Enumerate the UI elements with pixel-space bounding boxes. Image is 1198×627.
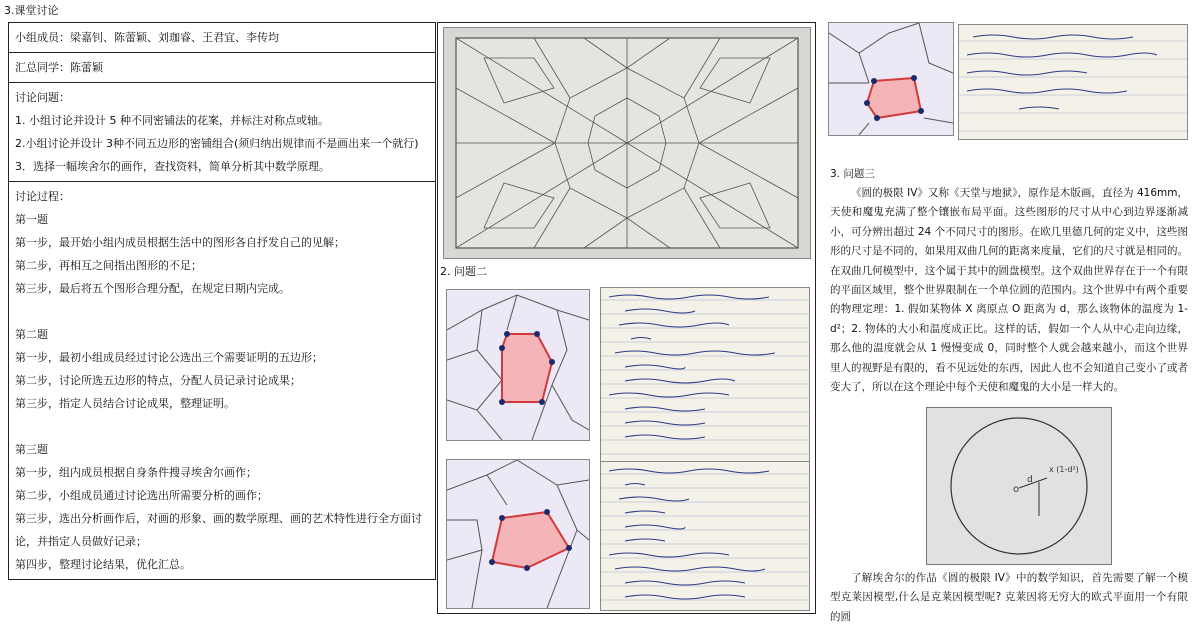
handwritten-proof-1	[600, 287, 810, 469]
process-cell	[9, 182, 435, 579]
question-1: 1. 小组讨论并设计 5 种不同密铺法的花案，并标注对称点或轴。	[15, 114, 329, 127]
tiling-drawing-photo	[443, 27, 811, 259]
p3-title: 第三题	[15, 443, 48, 456]
circle-limit-analysis: 《圆的极限 IV》又称《天堂与地狱》，原作是木版画，直径为 416mm，天使和魔鬼充满了整个镶嵌布局平面。这些图形的尺寸从中心到边界逐渐减小，可分辨出超过 24 个不同尺寸的图形。在欧几里德几何的定义中，这些图形的尺寸是不同的，如果用双曲几何的距离来度量，它们的尺寸就是相同的。在双曲几何模型中，这个属于其中的圆盘模型。这个双曲世界存在于一个有限的平面区域里，整个世界限制在一个单位圆的范围内。这个世界中有两个重要的物理定理：1. 假如某物体 X 离原点 O 距离为 d，那么该物体的温度为 1-d²；2. 物体的大小和温度成正比。这样的话，假如一个人从中心走向边缘，那么他的温度就会从 1 慢慢变成 0，同时整个人就会越来越小，而这个世界里人的视野是有限的，看不见远处的东西，因此人也不会知道自己变小了或者变大了，所以在这个理论中每个天使和魔鬼的大小是一样大的。	[830, 187, 1188, 394]
members-row	[9, 23, 435, 53]
p2-title: 第二题	[15, 328, 48, 341]
p3-step1: 第一步，组内成员根据自身条件搜寻埃舍尔画作；	[15, 466, 257, 479]
caption-question-3: 3. 问题三	[830, 168, 875, 180]
group-members: 小组成员：梁嘉钊、陈蕾颖、刘珈睿、王君宜、李传均	[15, 31, 279, 44]
pentagon-tiling-1	[446, 289, 590, 441]
p3-step4: 第四步，整理讨论结果，优化汇总。	[15, 558, 191, 571]
section-title: 3.课堂讨论	[4, 4, 59, 17]
questions-cell	[9, 83, 435, 182]
discussion-table	[8, 22, 436, 580]
klein-model-intro: 了解埃舍尔的作品《圆的极限 IV》中的数学知识，首先需要了解一个模型克莱因模型,什么是克莱因模型呢? 克莱因将无穷大的欧式平面用一个有限的圆	[830, 572, 1188, 623]
middle-column	[437, 22, 816, 614]
handwritten-proof-3	[958, 24, 1188, 140]
group-reporter: 汇总同学：陈蕾颖	[15, 61, 103, 74]
label-o: o	[1013, 484, 1020, 495]
question-2: 2.小组讨论并设计 3种不同五边形的密铺组合(须归纳出规律而不是画出来一个就行)	[15, 137, 419, 150]
label-x: x (1-d²)	[1049, 465, 1079, 474]
questions-header: 讨论问题：	[15, 91, 70, 104]
right-column	[822, 14, 1192, 623]
pentagon-tiling-3	[828, 22, 954, 136]
p3-step3: 第三步，选出分析画作后，对画的形象、画的数学原理、画的艺术特性进行全方面讨论，并指定人员做好记录；	[15, 512, 422, 548]
pentagon-tiling-2	[446, 459, 590, 609]
question-3: 3．选择一幅埃舍尔的画作，查找资料，简单分析其中数学原理。	[15, 160, 330, 173]
p1-step1: 第一步，最开始小组内成员根据生活中的图形各自抒发自己的见解；	[15, 236, 345, 249]
p1-step2: 第二步，再相互之间指出图形的不足；	[15, 259, 202, 272]
p3-step2: 第二步，小组成员通过讨论选出所需要分析的画作；	[15, 489, 268, 502]
p1-title: 第一题	[15, 213, 48, 226]
caption-question-2: 2. 问题二	[440, 265, 487, 278]
label-d: d	[1027, 475, 1033, 485]
process-header: 讨论过程：	[15, 190, 70, 203]
p2-step2: 第二步，讨论所选五边形的特点，分配人员记录讨论成果；	[15, 374, 301, 387]
reporter-row	[9, 53, 435, 83]
p1-step3: 第三步，最后将五个图形合理分配，在规定日期内完成。	[15, 282, 290, 295]
p2-step1: 第一步，最初小组成员经过讨论公选出三个需要证明的五边形；	[15, 351, 323, 364]
handwritten-proof-2	[600, 461, 810, 611]
p2-step3: 第三步，指定人员结合讨论成果，整理证明。	[15, 397, 235, 410]
disk-model-diagram	[926, 407, 1112, 565]
